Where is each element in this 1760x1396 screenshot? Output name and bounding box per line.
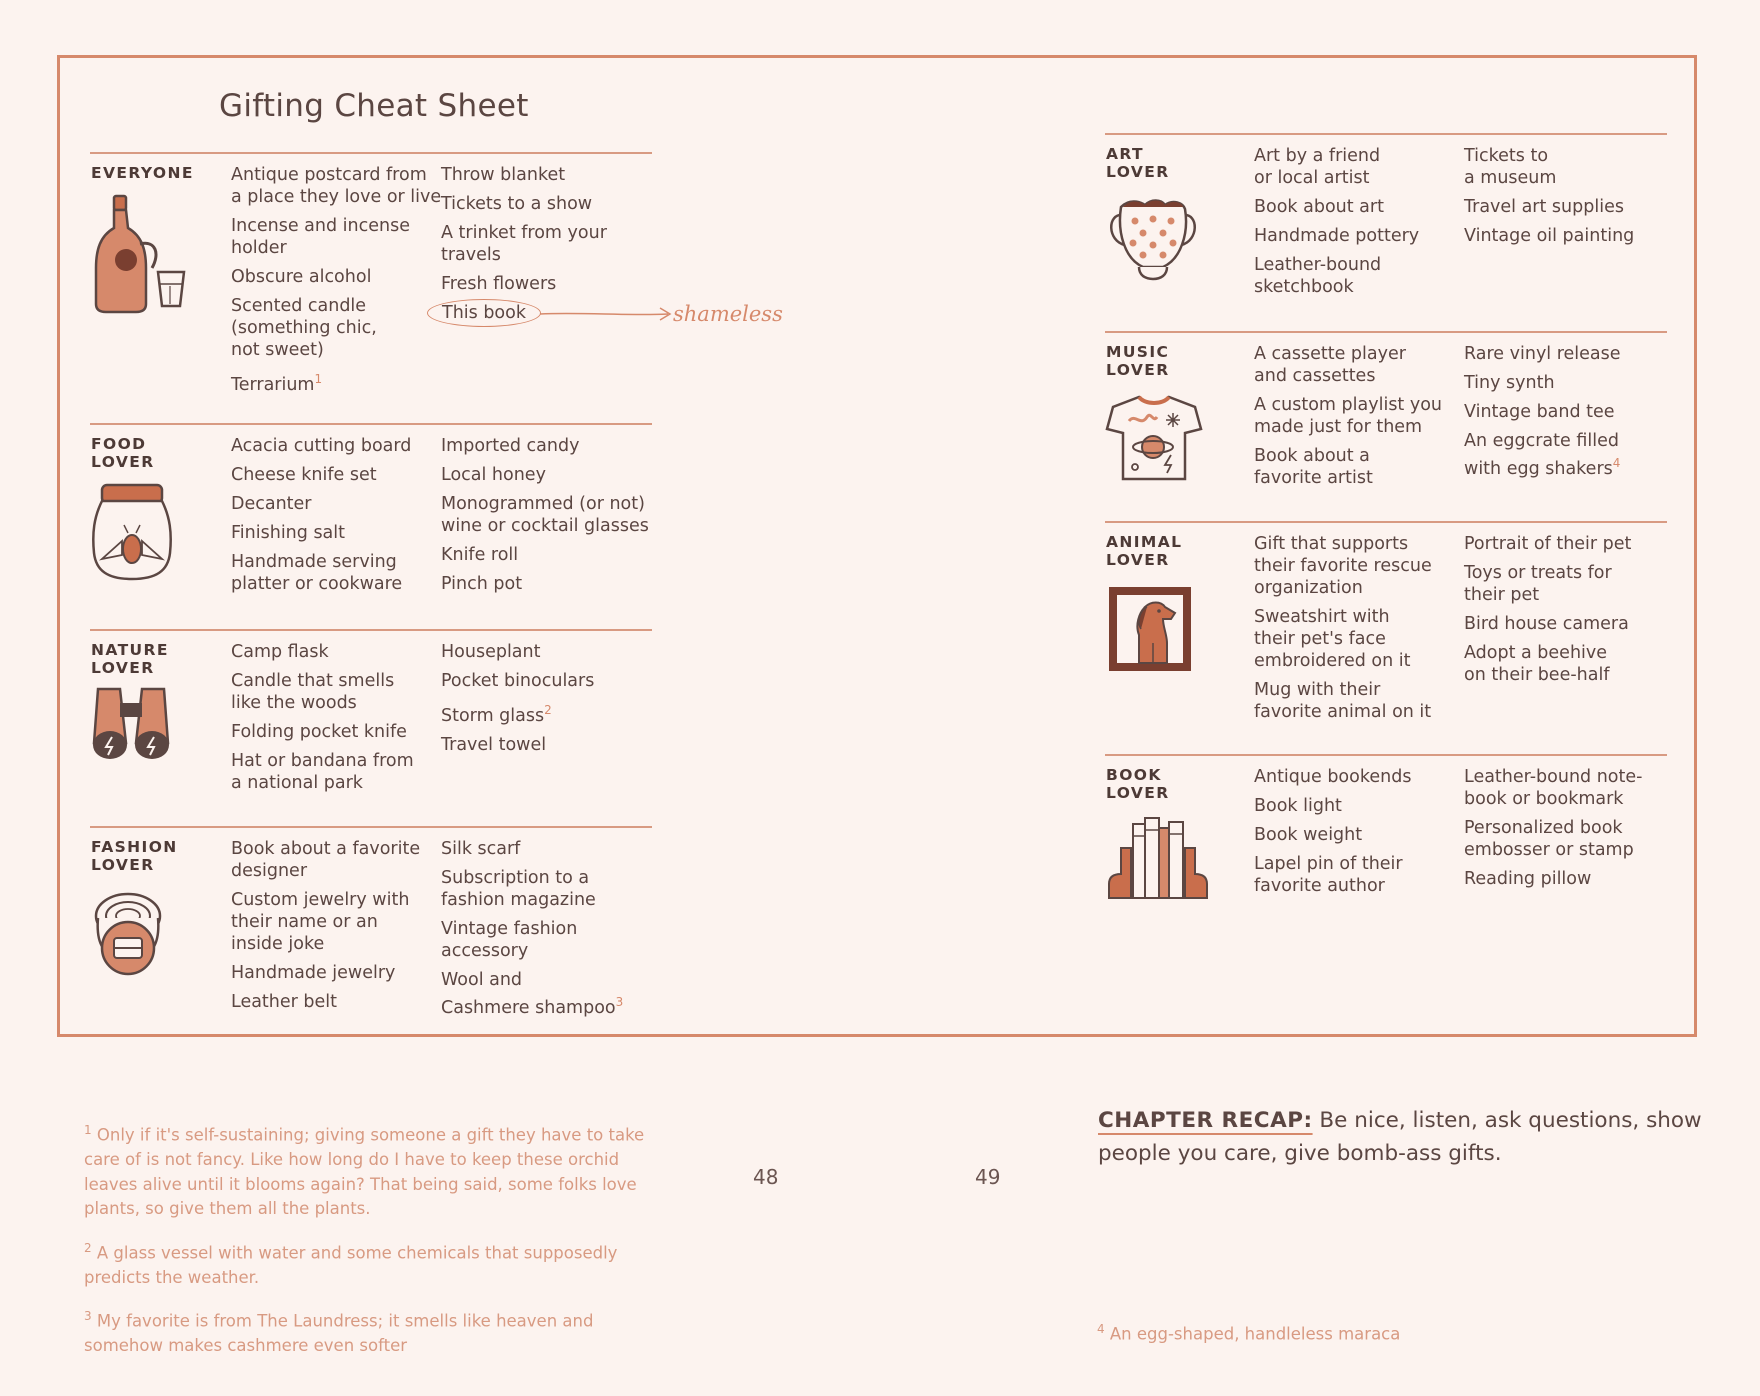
gift-item-text: Gift that supports their favorite rescue organization	[1254, 534, 1432, 598]
gift-item-text: Local honey	[441, 465, 546, 485]
gift-item	[1464, 817, 1642, 861]
gift-column-2	[1464, 766, 1642, 897]
gift-item-text: Houseplant	[441, 642, 541, 662]
gift-item-text: Pinch pot	[441, 574, 523, 594]
gift-item	[441, 544, 649, 566]
gift-item-text: Hat or bandana from a national park	[231, 751, 414, 793]
gift-item	[441, 222, 607, 266]
footnote-marker: 2	[544, 703, 552, 717]
gift-item-text: A custom playlist you made just for them	[1254, 395, 1443, 437]
gift-item	[1254, 343, 1442, 387]
gift-item	[441, 641, 594, 663]
gift-column-1	[231, 838, 420, 1020]
gift-item-text: Tickets to a show	[441, 194, 593, 214]
gift-item	[1254, 394, 1442, 438]
gift-item	[1464, 613, 1631, 635]
gift-item-text: Book about a favorite artist	[1254, 446, 1373, 488]
gift-item	[231, 493, 411, 515]
gift-item	[441, 969, 623, 1019]
gift-item-text: Pocket binoculars	[441, 671, 595, 691]
gift-item-text: Scented candle (something chic, not sweet)	[231, 296, 377, 360]
gift-item-text: Leather-bound note- book or bookmark	[1464, 767, 1643, 809]
category-label	[91, 164, 211, 182]
gift-item-text: Camp flask	[231, 642, 329, 662]
category-label-line: LOVER	[91, 856, 155, 874]
gift-item	[1464, 372, 1621, 394]
gift-item	[441, 493, 649, 537]
gift-column-2	[441, 435, 649, 602]
gift-item-text: Cheese knife set	[231, 465, 377, 485]
gift-item	[441, 573, 649, 595]
gift-item	[1464, 533, 1631, 555]
gift-item	[231, 641, 414, 663]
gift-column-1	[231, 435, 411, 602]
gift-item	[1254, 445, 1442, 489]
gift-item-text: Vintage fashion accessory	[441, 919, 578, 961]
category-label-line: LOVER	[1106, 163, 1170, 181]
gift-item	[231, 266, 441, 288]
polka-dot-vase-icon	[1105, 197, 1201, 287]
gift-item-text: Incense and incense holder	[231, 216, 410, 258]
gift-item-text: A trinket from your travels	[441, 223, 607, 265]
gift-column-1	[1254, 343, 1442, 496]
gift-item-text: Tickets to a museum	[1464, 146, 1557, 188]
page-title: Gifting Cheat Sheet	[219, 88, 529, 124]
category-fashion-lover	[90, 826, 652, 1028]
gift-item-text: Subscription to a fashion magazine	[441, 868, 596, 910]
gift-item-text: Antique bookends	[1254, 767, 1412, 787]
gift-item-text: Book light	[1254, 796, 1342, 816]
gift-item	[441, 734, 594, 756]
gift-item	[231, 464, 411, 486]
gift-item-text: A cassette player and cassettes	[1254, 344, 1406, 386]
gift-item-text: Adopt a beehive on their bee-half	[1464, 643, 1610, 685]
footnote-1: $^1$ Only if it's self-sustaining; giving someone a gift they have to take care of is not fancy. Like how long do I have to keep these orchid leaves alive until it blooms again? That being said, some folks love plants, so give them all the plants.	[84, 1123, 645, 1218]
gift-item	[1254, 145, 1419, 189]
gift-item-text: Travel art supplies	[1464, 197, 1624, 217]
gift-item	[441, 699, 594, 727]
gift-item	[441, 464, 649, 486]
gift-item	[441, 670, 594, 692]
gift-item	[1254, 795, 1411, 817]
gift-column-1	[1254, 533, 1432, 730]
category-label	[1106, 145, 1226, 181]
gift-item	[1254, 533, 1432, 599]
gift-column-2	[1464, 145, 1634, 254]
gift-column-1	[231, 164, 441, 403]
gift-item-text: Toys or treats for their pet	[1464, 563, 1612, 605]
gift-item	[1254, 606, 1432, 672]
gift-item-text: Decanter	[231, 494, 312, 514]
gift-item-text: Leather-bound sketchbook	[1254, 255, 1382, 297]
category-everyone	[90, 152, 652, 414]
gift-item	[441, 918, 623, 962]
band-tshirt-icon	[1105, 393, 1205, 487]
gift-item	[1464, 225, 1634, 247]
gift-item-text: Handmade serving platter or cookware	[231, 552, 403, 594]
category-label-line: ART	[1106, 145, 1145, 163]
gift-item-text: Vintage oil painting	[1464, 226, 1635, 246]
category-label-line: LOVER	[1106, 784, 1170, 802]
category-label-line: LOVER	[1106, 551, 1170, 569]
footnote-marker: 4	[1612, 456, 1621, 470]
gift-item	[1254, 824, 1411, 846]
recap-text: Be nice, listen, ask questions, show people you care, give bomb-ass gifts.	[1098, 1108, 1702, 1166]
gift-item	[1254, 254, 1419, 298]
honey-jar-icon	[90, 483, 180, 587]
category-label	[1106, 533, 1226, 569]
gift-item-text: Tiny synth	[1464, 373, 1555, 393]
gift-item	[231, 435, 411, 457]
gift-item	[231, 522, 411, 544]
footnote-3: $^3$ My favorite is from The Laundress; it smells like heaven and somehow makes cashmere even softer	[84, 1309, 594, 1355]
category-label-line: LOVER	[1106, 361, 1170, 379]
footnote-marker: 3	[615, 995, 624, 1009]
binoculars-icon	[90, 683, 180, 767]
category-label	[91, 435, 211, 471]
bookends-icon	[1105, 814, 1211, 904]
category-label-line: MUSIC	[1106, 343, 1170, 361]
gift-item	[1464, 430, 1621, 480]
category-label	[91, 838, 211, 874]
gift-item	[441, 435, 649, 457]
gift-item-text: An eggcrate filled with egg shakers	[1464, 431, 1619, 479]
gift-item	[1254, 766, 1411, 788]
chapter-recap	[1098, 1104, 1708, 1170]
gift-item	[1254, 196, 1419, 218]
gift-item-text: Handmade jewelry	[231, 963, 396, 983]
gift-item-text: Personalized book embosser or stamp	[1464, 818, 1634, 860]
gift-item-text: Custom jewelry with their name or an inside joke	[231, 890, 410, 954]
category-label-line: BOOK	[1106, 766, 1162, 784]
gift-item-text: Folding pocket knife	[231, 722, 407, 742]
gift-column-1	[231, 641, 414, 801]
gift-item	[231, 962, 420, 984]
gift-item	[231, 551, 411, 595]
gift-item-text: Finishing salt	[231, 523, 346, 543]
gift-item	[231, 368, 441, 396]
belt-icon	[90, 886, 170, 982]
recap-label: CHAPTER RECAP:	[1098, 1108, 1313, 1133]
gift-item-text: Imported candy	[441, 436, 580, 456]
dog-portrait-icon	[1105, 583, 1197, 679]
gift-item	[231, 164, 441, 208]
gift-column-2	[1464, 343, 1621, 487]
gift-item	[231, 215, 441, 259]
gift-item-text: Handmade pottery	[1254, 226, 1420, 246]
gift-item	[1464, 343, 1621, 365]
gift-column-2	[441, 838, 623, 1026]
page-number-left: 48	[753, 1165, 779, 1189]
footnote-4: $^4$ An egg-shaped, handleless maraca	[1097, 1322, 1401, 1344]
gift-item	[1464, 196, 1634, 218]
category-nature-lover	[90, 629, 652, 821]
category-label-line: FASHION	[91, 838, 178, 856]
gift-item-text: Terrarium	[231, 374, 315, 395]
footnote-2: $^2$ A glass vessel with water and some chemicals that supposedly predicts the weather.	[84, 1240, 618, 1287]
footnotes	[84, 1118, 664, 1373]
gift-item	[231, 889, 420, 955]
page-number-right: 49	[975, 1165, 1001, 1189]
gift-item-text: Throw blanket	[441, 165, 566, 185]
gift-item	[1254, 679, 1432, 723]
gift-column-1	[1254, 766, 1411, 904]
gift-item-text: Storm glass	[441, 705, 545, 726]
category-label	[1106, 343, 1226, 379]
gift-column-2	[441, 641, 594, 763]
category-art-lover	[1105, 133, 1667, 325]
category-food-lover	[90, 423, 652, 625]
gift-item-text: Knife roll	[441, 545, 519, 565]
circled-gift-item: This book	[427, 299, 541, 327]
gift-item-text: Leather belt	[231, 992, 338, 1012]
gift-item-text: Portrait of their pet	[1464, 534, 1632, 554]
gift-item	[441, 838, 623, 860]
category-label-line: NATURE	[91, 641, 169, 659]
gift-item	[1464, 562, 1631, 606]
gift-item-text: Antique postcard from a place they love or live	[231, 165, 442, 207]
gift-item	[1464, 868, 1642, 890]
gift-item-text: Vintage band tee	[1464, 402, 1615, 422]
footnote-marker: 1	[314, 372, 323, 386]
category-label-line: LOVER	[91, 659, 155, 677]
gift-item-text: Mug with their favorite animal on it	[1254, 680, 1432, 722]
gift-item	[231, 295, 441, 361]
gift-item	[231, 991, 420, 1013]
gift-item-text: Reading pillow	[1464, 869, 1592, 889]
gift-item	[1254, 853, 1411, 897]
gift-item-text: Rare vinyl release	[1464, 344, 1621, 364]
bottle-and-glass-icon	[90, 194, 200, 318]
gift-item	[231, 721, 414, 743]
gift-item-text: Silk scarf	[441, 839, 521, 859]
gift-item	[1254, 225, 1419, 247]
gift-item	[231, 838, 420, 882]
category-label	[1106, 766, 1226, 802]
gift-item-text: Fresh flowers	[441, 274, 557, 294]
category-music-lover	[1105, 331, 1667, 518]
category-label-line: ANIMAL	[1106, 533, 1183, 551]
gift-item	[1464, 766, 1642, 810]
category-label-line: LOVER	[91, 453, 155, 471]
gift-item	[1464, 642, 1631, 686]
category-book-lover	[1105, 754, 1667, 916]
gift-item	[441, 273, 607, 295]
gift-item	[1464, 145, 1634, 189]
gift-item	[441, 193, 607, 215]
gift-item-text: Wool and Cashmere shampoo	[441, 970, 616, 1018]
shameless-annotation: shameless	[673, 302, 783, 326]
gift-item	[231, 750, 414, 794]
gift-item-text: Book about a favorite designer	[231, 839, 421, 881]
category-label	[91, 641, 211, 677]
gift-item-text: Candle that smells like the woods	[231, 671, 395, 713]
gift-item-text: Travel towel	[441, 734, 547, 755]
gift-item-text: Obscure alcohol	[231, 267, 372, 287]
gift-item	[441, 164, 607, 186]
gift-item-text: Book about art	[1254, 197, 1384, 217]
gift-item-text: Lapel pin of their favorite author	[1254, 854, 1403, 896]
arrow-icon	[540, 306, 675, 322]
gift-item-text: Monogrammed (or not) wine or cocktail glasses	[441, 494, 649, 536]
gift-column-2	[1464, 533, 1631, 693]
gift-item	[231, 670, 414, 714]
gift-item-text: Bird house camera	[1464, 614, 1629, 634]
gift-column-1	[1254, 145, 1419, 305]
category-animal-lover	[1105, 521, 1667, 748]
gift-item-text: Sweatshirt with their pet's face embroidered on it	[1254, 607, 1411, 671]
category-label-line: FOOD	[91, 435, 147, 453]
gift-item	[1464, 401, 1621, 423]
gift-item-text: Acacia cutting board	[231, 436, 412, 456]
gift-item-text: Art by a friend or local artist	[1254, 146, 1381, 188]
gift-item	[441, 867, 623, 911]
category-label-line: EVERYONE	[91, 164, 194, 182]
gift-item-text: Book weight	[1254, 825, 1363, 845]
